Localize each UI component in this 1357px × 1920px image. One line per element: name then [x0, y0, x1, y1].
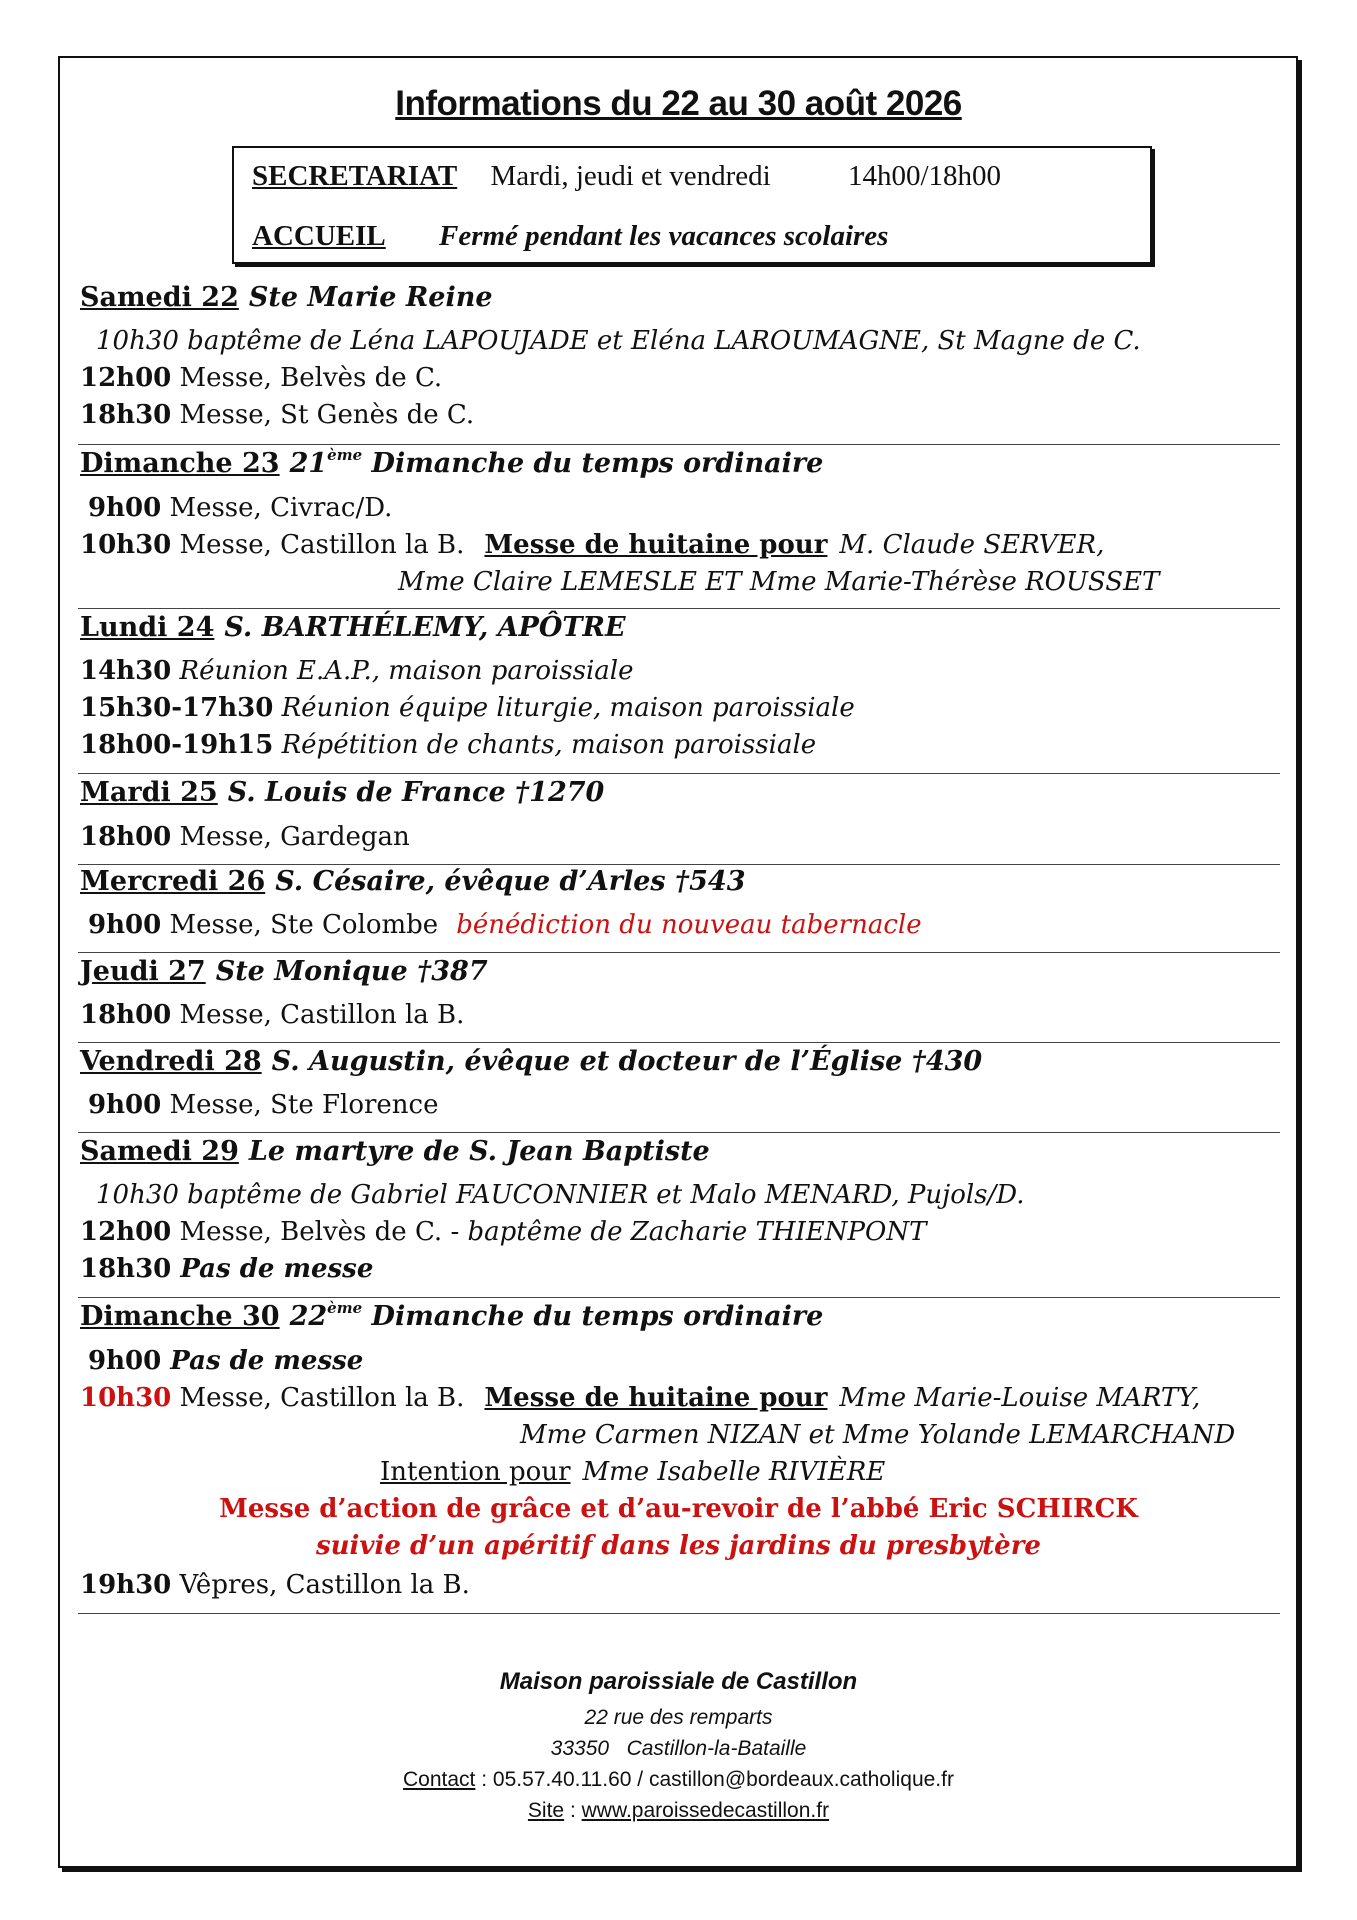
- event-note: Réunion E.A.P., maison paroissiale: [171, 656, 634, 686]
- day-separator: [78, 864, 1280, 865]
- feast-name: [228, 777, 605, 808]
- event-time: 9h00: [88, 1346, 162, 1376]
- schedule-line: [80, 1217, 926, 1247]
- event-text: Messe, Ste Colombe: [161, 910, 439, 940]
- day-separator: [78, 773, 1280, 774]
- event-text: Messe, Castillon la B.: [171, 530, 465, 560]
- schedule-line: [96, 326, 1141, 356]
- day-separator: [78, 444, 1280, 445]
- event-highlight: bénédiction du nouveau tabernacle: [456, 910, 922, 940]
- site-link[interactable]: www.paroissedecastillon.fr: [581, 1799, 830, 1822]
- feast-name: [224, 612, 625, 643]
- event-note: Mme Carmen NIZAN et Mme Yolande LEMARCHAND: [520, 1420, 1236, 1450]
- day-name: Mardi 25: [80, 777, 218, 808]
- event-time: 14h30: [80, 656, 172, 686]
- event-time: 18h30: [80, 1254, 172, 1284]
- day-name: Lundi 24: [80, 612, 215, 643]
- feast-name: [216, 956, 488, 987]
- feast-name: [290, 1301, 824, 1332]
- schedule-line: [88, 910, 922, 940]
- schedule-line: [80, 693, 855, 723]
- accueil-row: [252, 220, 888, 253]
- schedule-line: [80, 656, 634, 686]
- feast-title: Ste Marie Reine: [248, 282, 493, 313]
- day-name: Samedi 29: [80, 1136, 239, 1167]
- event-text: Messe, Castillon la B.: [171, 1000, 465, 1030]
- event-note: Pas de messe: [161, 1346, 364, 1376]
- footer-address-1: 22 rue des remparts: [584, 1706, 773, 1729]
- schedule-line: [96, 1180, 1024, 1210]
- schedule-line: [80, 1570, 470, 1600]
- event-text: Messe, Belvès de C. -: [171, 1217, 468, 1247]
- day-header: [80, 866, 746, 897]
- schedule-line: [0, 1494, 1357, 1524]
- contact-label: Contact: [403, 1768, 476, 1791]
- schedule-line: [88, 1090, 439, 1120]
- event-note: 10h30 baptême de Léna LAPOUJADE et Eléna LAROUMAGNE, St Magne de C.: [96, 326, 1141, 356]
- footer-site: [0, 1795, 1357, 1826]
- secretariat-hours: 14h00/18h00: [847, 160, 1002, 192]
- event-highlight: Messe d’action de grâce et d’au-revoir de l’abbé Eric SCHIRCK: [219, 1494, 1138, 1524]
- day-name: Jeudi 27: [80, 956, 206, 987]
- site-separator: :: [564, 1799, 582, 1822]
- event-time: 9h00: [88, 1090, 162, 1120]
- day-name: Dimanche 23: [80, 448, 280, 479]
- event-time: 10h30: [80, 1383, 172, 1413]
- day-separator: [78, 1042, 1280, 1043]
- day-separator: [78, 1613, 1280, 1614]
- day-header: [80, 282, 493, 313]
- event-time: 18h00-19h15: [80, 730, 274, 760]
- schedule-line: [398, 567, 1159, 597]
- feast-title: S. Augustin, évêque et docteur de l’Église †430: [271, 1046, 983, 1077]
- day-separator: [78, 952, 1280, 953]
- day-name: Samedi 22: [80, 282, 239, 313]
- event-time: 12h00: [80, 363, 172, 393]
- schedule-line: [80, 400, 474, 430]
- event-note: Réunion équipe liturgie, maison paroissiale: [273, 693, 855, 723]
- feast-ordinal: 22: [289, 1301, 328, 1332]
- footer-address-2: 33350 Castillon-la-Bataille: [550, 1737, 807, 1760]
- feast-title: S. Louis de France †1270: [227, 777, 605, 808]
- page-title: Informations du 22 au 30 août 2026: [395, 84, 962, 123]
- schedule-line: [88, 493, 392, 523]
- site-label: Site: [527, 1799, 565, 1822]
- intention-label: Messe de huitaine pour: [484, 1383, 828, 1413]
- feast-name: [272, 1046, 983, 1077]
- schedule-line: [80, 1000, 464, 1030]
- feast-title: Dimanche du temps ordinaire: [362, 448, 824, 479]
- day-separator: [78, 608, 1280, 609]
- feast-title: Ste Monique †387: [215, 956, 488, 987]
- feast-title: Dimanche du temps ordinaire: [362, 1301, 824, 1332]
- day-header: [80, 777, 604, 808]
- feast-name: [249, 1136, 710, 1167]
- feast-title: S. BARTHÉLEMY, APÔTRE: [224, 612, 626, 643]
- intention-names: Mme Isabelle RIVIÈRE: [582, 1457, 886, 1487]
- day-name: Mercredi 26: [80, 866, 266, 897]
- event-text: Messe, Belvès de C.: [171, 363, 443, 393]
- event-text: Vêpres, Castillon la B.: [171, 1570, 470, 1600]
- event-note: 10h30 baptême de Gabriel FAUCONNIER et Malo MENARD, Pujols/D.: [96, 1180, 1025, 1210]
- event-text: Messe, Gardegan: [171, 822, 410, 852]
- day-header: [80, 448, 823, 479]
- event-note: Mme Claire LEMESLE ET Mme Marie-Thérèse ROUSSET: [398, 567, 1160, 597]
- event-note: Pas de messe: [171, 1254, 374, 1284]
- day-header: [80, 1136, 710, 1167]
- event-time: 18h30: [80, 400, 172, 430]
- intention-names: Mme Marie-Louise MARTY,: [839, 1383, 1201, 1413]
- day-header: [80, 1301, 823, 1332]
- event-time: 9h00: [88, 493, 162, 523]
- day-name: Vendredi 28: [80, 1046, 262, 1077]
- event-text: Messe, Civrac/D.: [161, 493, 393, 523]
- feast-name: [275, 866, 745, 897]
- feast-name: [290, 448, 824, 479]
- event-text: Messe, Ste Florence: [161, 1090, 439, 1120]
- office-hours-box: [232, 146, 1152, 264]
- secretariat-row: [252, 160, 1001, 193]
- footer: [0, 1668, 1357, 1826]
- day-name: Dimanche 30: [80, 1301, 280, 1332]
- schedule-line: [80, 1383, 1200, 1413]
- event-time: 9h00: [88, 910, 162, 940]
- schedule-line: [80, 363, 442, 393]
- schedule-line: [80, 530, 1104, 560]
- intention-label: Intention pour: [380, 1457, 571, 1487]
- event-note: Répétition de chants, maison paroissiale: [273, 730, 817, 760]
- intention-label: Messe de huitaine pour: [484, 530, 828, 560]
- schedule-line: [80, 1254, 373, 1284]
- event-text: Messe, Castillon la B.: [171, 1383, 465, 1413]
- event-time: 15h30-17h30: [80, 693, 274, 723]
- day-separator: [78, 1132, 1280, 1133]
- feast-ordinal: 21: [289, 448, 328, 479]
- event-highlight: suivie d’un apéritif dans les jardins du presbytère: [316, 1531, 1041, 1561]
- schedule-line: [380, 1457, 885, 1487]
- schedule-line: [88, 1346, 363, 1376]
- event-time: 18h00: [80, 822, 172, 852]
- event-text: Messe, St Genès de C.: [171, 400, 475, 430]
- day-header: [80, 1046, 982, 1077]
- feast-title: Le martyre de S. Jean Baptiste: [248, 1136, 710, 1167]
- event-time: 18h00: [80, 1000, 172, 1030]
- footer-contact: [0, 1764, 1357, 1795]
- contact-value: : 05.57.40.11.60 / castillon@bordeaux.catholique.fr: [475, 1768, 954, 1791]
- feast-ordinal-suffix: ème: [327, 446, 363, 464]
- secretariat-label: SECRETARIAT: [252, 160, 458, 192]
- intention-names: M. Claude SERVER,: [839, 530, 1105, 560]
- schedule-line: [80, 822, 410, 852]
- schedule-line: [520, 1420, 1235, 1450]
- event-time: 19h30: [80, 1570, 172, 1600]
- day-header: [80, 612, 626, 643]
- feast-title: S. Césaire, évêque d’Arles †543: [275, 866, 746, 897]
- day-separator: [78, 1297, 1280, 1298]
- schedule-line: [0, 1531, 1357, 1561]
- accueil-text: Fermé pendant les vacances scolaires: [439, 220, 889, 252]
- secretariat-days: Mardi, jeudi et vendredi: [490, 160, 771, 192]
- event-time: 10h30: [80, 530, 172, 560]
- feast-name: [249, 282, 493, 313]
- event-note: baptême de Zacharie THIENPONT: [467, 1217, 927, 1247]
- accueil-label: ACCUEIL: [252, 220, 386, 252]
- event-time: 12h00: [80, 1217, 172, 1247]
- day-header: [80, 956, 488, 987]
- schedule-line: [80, 730, 816, 760]
- feast-ordinal-suffix: ème: [327, 1299, 363, 1317]
- footer-org: Maison paroissiale de Castillon: [499, 1668, 858, 1695]
